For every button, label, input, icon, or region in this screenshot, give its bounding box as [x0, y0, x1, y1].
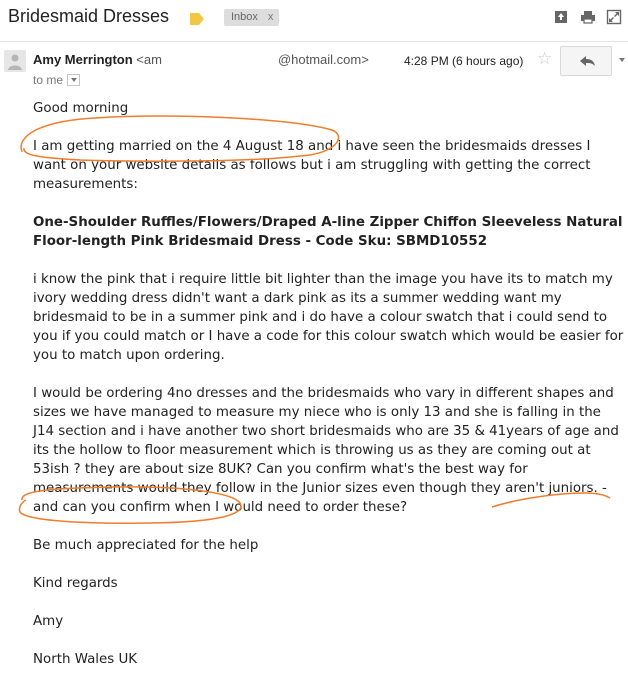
expand-icon[interactable] [606, 9, 622, 25]
sender[interactable] [33, 52, 369, 67]
reply-button[interactable] [560, 46, 612, 76]
reply-icon [561, 47, 611, 75]
signature-name: Amy [33, 614, 64, 629]
star-icon[interactable]: ☆ [537, 49, 553, 68]
paragraph-measurements: I would be ordering 4no dresses and the bridesmaids who vary in different shapes and sizes we have managed to measure my niece who is only 13 and she is falling in the J14 section and i have another two short bridesmaids who are 35 & 41years of age and its the hollow to floor measurement which is throwing us as they are coming out at 53ish ? they are about size 8UK? Can you confirm what's the best way for measurements would they follow in the Junior sizes even though they aren't juniors. - and can you confirm when I would need to order these? [33, 386, 619, 515]
subject-bar [0, 0, 628, 36]
reply-controls [560, 46, 628, 74]
message-time: 4:28 PM (6 hours ago) [404, 54, 524, 68]
greeting: Good morning [33, 101, 129, 116]
avatar [4, 50, 26, 72]
remove-label-icon[interactable]: x [267, 11, 274, 23]
header-divider [0, 41, 628, 42]
print-icon[interactable] [580, 9, 596, 25]
paragraph-wedding-date: I am getting married on the 4 August 18 and i have seen the bridesmaids dresses I want on your website details as follows but i am struggling with getting the correct measurements: [33, 139, 591, 192]
recipient-line [33, 73, 80, 87]
inbox-label-badge[interactable] [224, 9, 279, 26]
label-tag-icon[interactable] [190, 12, 204, 24]
sender-email-start: <am [136, 52, 162, 67]
email-subject: Bridesmaid Dresses [8, 6, 170, 26]
avatar-icon [4, 50, 26, 72]
paragraph-colour: i know the pink that i require little bit lighter than the image you have its to match my ivory wedding dress didn't want a dark pink as its a summer wedding want my bridesmaid to be in a summer pink and i do have a colour swatch that i could send to you if you could match or I have a code for this colour swatch which would be easier for you to match upon ordering. [33, 272, 624, 363]
closing: Kind regards [33, 576, 118, 591]
paragraph-thanks: Be much appreciated for the help [33, 538, 259, 553]
signature-location: North Wales UK [33, 652, 138, 667]
message-body [33, 99, 625, 688]
inbox-label-text: Inbox [231, 11, 258, 23]
show-details-icon[interactable] [67, 74, 80, 86]
product-name: One-Shoulder Ruffles/Flowers/Draped A-line Zipper Chiffon Sleeveless Natural Floor-length Pink Bridesmaid Dress - Code Sku: SBMD10552 [33, 215, 623, 249]
more-options-icon[interactable] [614, 46, 628, 74]
recipient-label: to me [33, 73, 64, 87]
new-window-icon[interactable] [553, 9, 569, 25]
sender-email-end: @hotmail.com> [277, 52, 369, 67]
sender-name: Amy Merrington [33, 52, 133, 67]
header-toolbar [547, 9, 622, 27]
